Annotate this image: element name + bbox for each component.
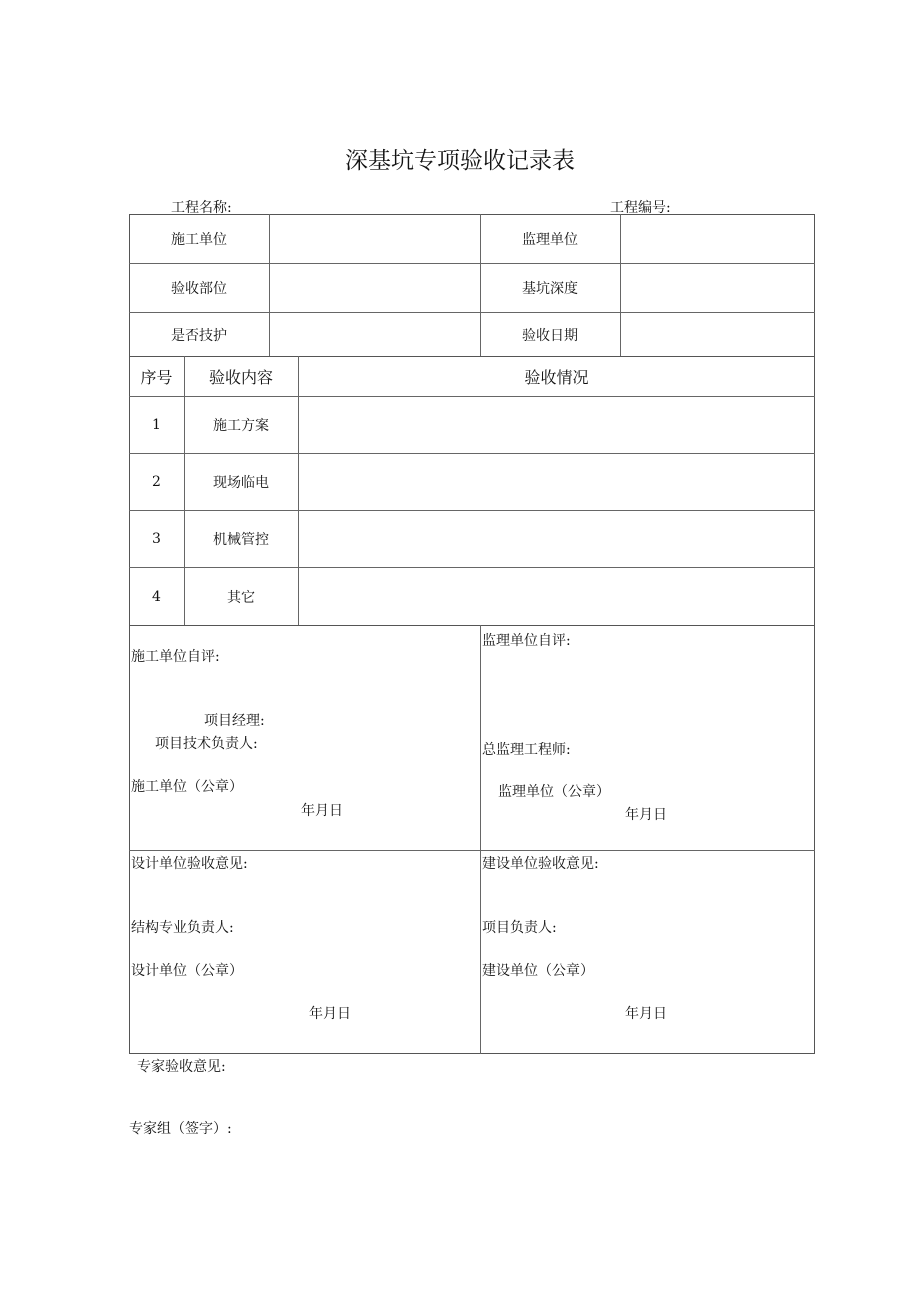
page-title: 深基坑专项验收记录表 <box>345 148 575 174</box>
pit-depth-label: 基坑深度 <box>522 280 578 297</box>
item-content: 机械管控 <box>213 531 269 548</box>
item-seq: 1 <box>152 416 161 433</box>
supervisor-seal-label: 监理单位（公章） <box>498 784 610 800</box>
item-status-field[interactable] <box>298 453 815 510</box>
expert-sign-label: 专家组（签字）: <box>129 1121 232 1137</box>
item-status-field[interactable] <box>298 396 815 453</box>
supervisor-date: 年月日 <box>625 807 667 823</box>
item-seq: 4 <box>152 588 161 605</box>
signature-divider <box>480 625 481 1054</box>
contractor-label: 施工单位 <box>171 231 227 248</box>
contractor-seal-label: 施工单位（公章） <box>131 779 243 795</box>
supervisor-label: 监理单位 <box>522 231 578 248</box>
inspection-date-field[interactable] <box>620 312 815 357</box>
item-content: 其它 <box>227 589 255 606</box>
item-seq: 3 <box>152 530 161 547</box>
design-opinion-heading: 设计单位验收意见: <box>131 856 248 872</box>
signature-divider <box>129 850 815 851</box>
seq-header: 序号 <box>140 367 173 387</box>
chief-supervisor-label: 总监理工程师: <box>482 742 571 758</box>
design-seal-label: 设计单位（公章） <box>131 963 243 979</box>
inspection-part-label: 验收部位 <box>171 280 227 297</box>
inspection-date-label: 验收日期 <box>522 327 578 344</box>
supervisor-field[interactable] <box>620 214 815 263</box>
supervisor-self-eval-heading: 监理单位自评: <box>482 633 571 649</box>
owner-date: 年月日 <box>625 1006 667 1022</box>
structure-lead-label: 结构专业负责人: <box>131 920 234 936</box>
content-header: 验收内容 <box>208 367 273 387</box>
project-number-label: 工程编号: <box>610 200 671 216</box>
contractor-self-eval-heading: 施工单位自评: <box>131 649 220 665</box>
item-seq: 2 <box>152 473 161 490</box>
contractor-date: 年月日 <box>301 803 343 819</box>
signature-table <box>129 625 815 1054</box>
owner-seal-label: 建设单位（公章） <box>482 963 594 979</box>
support-field[interactable] <box>269 312 480 357</box>
item-status-field[interactable] <box>298 567 815 626</box>
item-content: 现场临电 <box>213 474 269 491</box>
project-manager-label: 项目经理: <box>204 713 265 729</box>
pit-depth-field[interactable] <box>620 263 815 312</box>
contractor-field[interactable] <box>269 214 480 263</box>
item-status-field[interactable] <box>298 510 815 567</box>
support-label: 是否技护 <box>171 327 227 344</box>
owner-project-lead-label: 项目负责人: <box>482 920 557 936</box>
owner-opinion-heading: 建设单位验收意见: <box>482 856 599 872</box>
inspection-part-field[interactable] <box>269 263 480 312</box>
project-name-label: 工程名称: <box>171 200 232 216</box>
expert-opinion-label: 专家验收意见: <box>137 1059 226 1075</box>
item-content: 施工方案 <box>213 417 269 434</box>
tech-lead-label: 项目技术负责人: <box>155 736 258 752</box>
status-header: 验收情况 <box>524 367 589 387</box>
design-date: 年月日 <box>309 1006 351 1022</box>
